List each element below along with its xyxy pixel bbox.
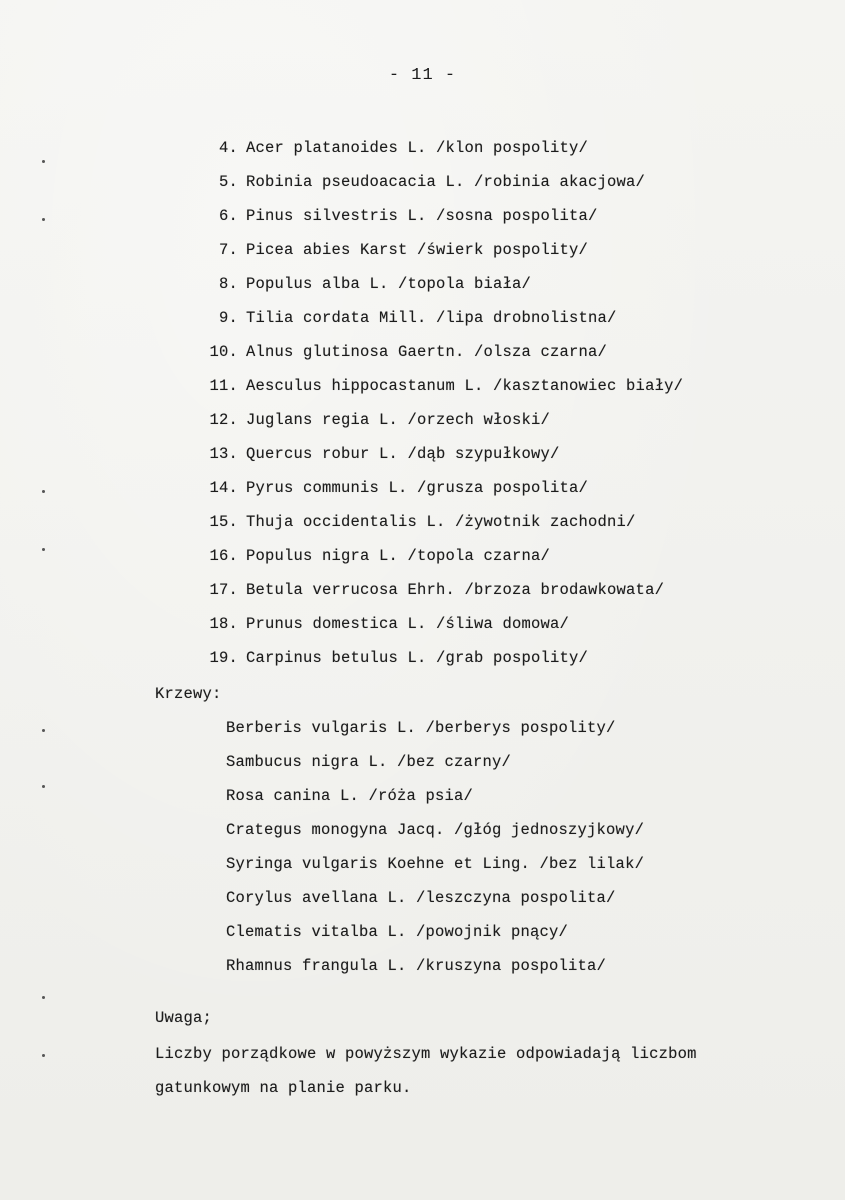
section-heading-shrubs: Krzewy:	[155, 685, 222, 703]
list-item: Rhamnus frangula L. /kruszyna pospolita/	[226, 957, 607, 975]
item-text: Aesculus hippocastanum L. /kasztanowiec biały/	[246, 377, 684, 395]
list-item	[200, 377, 683, 395]
list-item	[200, 547, 550, 565]
item-number: 13.	[209, 445, 238, 463]
item-number: 6.	[218, 207, 238, 225]
item-number: 4.	[218, 139, 238, 157]
list-item: Syringa vulgaris Koehne et Ling. /bez lilak/	[226, 855, 645, 873]
note-text-line: gatunkowym na planie parku.	[155, 1079, 412, 1097]
item-text: Populus nigra L. /topola czarna/	[246, 547, 551, 565]
item-text: Prunus domestica L. /śliwa domowa/	[246, 615, 570, 633]
scan-speck	[42, 996, 45, 999]
item-text: Quercus robur L. /dąb szypułkowy/	[246, 445, 560, 463]
item-number: 18.	[209, 615, 238, 633]
list-item	[200, 241, 588, 259]
list-item: Sambucus nigra L. /bez czarny/	[226, 753, 512, 771]
list-item: Rosa canina L. /róża psia/	[226, 787, 474, 805]
list-item	[200, 207, 598, 225]
list-item	[200, 581, 664, 599]
note-text-line: Liczby porządkowe w powyższym wykazie odpowiadają liczbom	[155, 1045, 697, 1063]
scan-speck	[42, 160, 45, 163]
list-item	[200, 479, 588, 497]
list-item: Crategus monogyna Jacq. /głóg jednoszyjkowy/	[226, 821, 645, 839]
item-text: Acer platanoides L. /klon pospolity/	[246, 139, 589, 157]
item-text: Carpinus betulus L. /grab pospolity/	[246, 649, 589, 667]
item-text: Pinus silvestris L. /sosna pospolita/	[246, 207, 598, 225]
item-number: 14.	[209, 479, 238, 497]
list-item	[200, 309, 617, 327]
item-text: Robinia pseudoacacia L. /robinia akacjowa/	[246, 173, 646, 191]
list-item	[200, 139, 588, 157]
item-number: 9.	[218, 309, 238, 327]
item-number: 10.	[209, 343, 238, 361]
item-number: 15.	[209, 513, 238, 531]
list-item: Corylus avellana L. /leszczyna pospolita/	[226, 889, 616, 907]
scan-speck	[42, 218, 45, 221]
page-number: - 11 -	[388, 66, 457, 85]
item-number: 11.	[209, 377, 238, 395]
item-number: 19.	[209, 649, 238, 667]
list-item	[200, 343, 607, 361]
list-item	[200, 649, 588, 667]
item-text: Alnus glutinosa Gaertn. /olsza czarna/	[246, 343, 608, 361]
item-text: Juglans regia L. /orzech włoski/	[246, 411, 551, 429]
item-number: 16.	[209, 547, 238, 565]
item-number: 17.	[209, 581, 238, 599]
list-item	[200, 173, 645, 191]
list-item	[200, 513, 636, 531]
list-item	[200, 615, 569, 633]
item-text: Populus alba L. /topola biała/	[246, 275, 532, 293]
list-item: Clematis vitalba L. /powojnik pnący/	[226, 923, 569, 941]
list-item	[200, 411, 550, 429]
item-text: Tilia cordata Mill. /lipa drobnolistna/	[246, 309, 617, 327]
item-text: Picea abies Karst /świerk pospolity/	[246, 241, 589, 259]
item-number: 8.	[218, 275, 238, 293]
item-number: 7.	[218, 241, 238, 259]
list-item	[200, 275, 531, 293]
list-item	[200, 445, 560, 463]
note-heading: Uwaga;	[155, 1009, 213, 1027]
scan-speck	[42, 1054, 45, 1057]
scan-speck	[42, 490, 45, 493]
scan-speck	[42, 729, 45, 732]
item-number: 5.	[218, 173, 238, 191]
scan-speck	[42, 548, 45, 551]
item-number: 12.	[209, 411, 238, 429]
item-text: Pyrus communis L. /grusza pospolita/	[246, 479, 589, 497]
item-text: Betula verrucosa Ehrh. /brzoza brodawkowata/	[246, 581, 665, 599]
scan-speck	[42, 785, 45, 788]
item-text: Thuja occidentalis L. /żywotnik zachodni/	[246, 513, 636, 531]
list-item: Berberis vulgaris L. /berberys pospolity/	[226, 719, 616, 737]
